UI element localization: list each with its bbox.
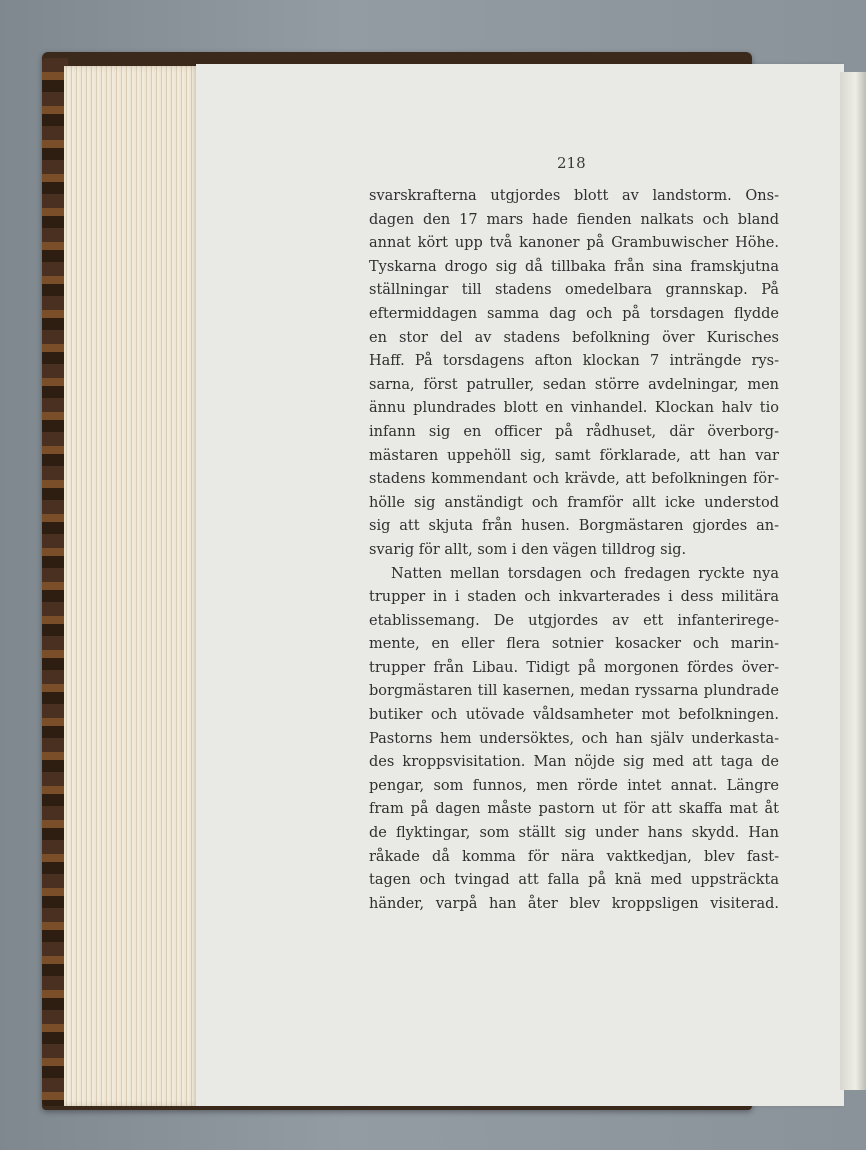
text-line: hölle sig anständigt och framför allt icke understod [369,494,779,511]
text-line: Tyskarna drogo sig då tillbaka från sina framskjutna [369,258,779,275]
text-line: butiker och utövade våldsamheter mot befolkningen. [369,707,779,724]
text-line: dagen den 17 mars hade fienden nalkats och bland [369,211,779,228]
text-line: tagen och tvingad att falla på knä med uppsträckta [369,872,779,889]
text-line: trupper in i staden och inkvarterades i dess militära [369,589,779,606]
text-line: händer, varpå han åter blev kroppsligen visiterad. [369,895,779,912]
text-line: svarskrafterna utgjordes blott av landstorm. Ons- [369,188,779,204]
text-line: ännu plundrades blott en vinhandel. Klockan halv tio [369,400,779,417]
text-line: eftermiddagen samma dag och på torsdagen flydde [369,305,779,322]
text-line: annat kört upp två kanoner på Grambuwischer Höhe. [369,235,779,252]
text-line: sig att skjuta från husen. Borgmästaren gjordes an- [369,518,779,535]
text-line: des kroppsvisitation. Man nöjde sig med att taga de [369,754,779,771]
text-line: mente, en eller flera sotnier kosacker och marin- [369,636,779,653]
text-line: Pastorns hem undersöktes, och han själv underkasta- [369,730,779,747]
text-line: borgmästaren till kasernen, medan ryssarna plundrade [369,683,779,700]
text-line: sarna, först patruller, sedan större avdelningar, men [369,376,779,393]
body-text [369,185,779,916]
text-line: Natten mellan torsdagen och fredagen ryckte nya [391,565,779,582]
page-number: 218 [557,154,586,172]
text-line: pengar, som funnos, men rörde intet annat. Längre [369,777,779,794]
text-line: stadens kommendant och krävde, att befolkningen för- [369,471,779,488]
text-line: en stor del av stadens befolkning över Kurisches [369,329,779,346]
text-line: infann sig en officer på rådhuset, där överborg- [369,423,779,440]
text-line: ställningar till stadens omedelbara grannskap. På [369,282,779,299]
text-line: etablissemang. De utgjordes av ett infanterirege- [369,612,779,629]
text-line: Haff. På torsdagens afton klockan 7 inträngde rys- [369,353,779,370]
text-line: de flyktingar, som ställt sig under hans skydd. Han [369,825,779,842]
facing-page-edge [840,72,866,1090]
text-line: svarig för allt, som i den vägen tilldrog sig. [369,541,687,558]
page-stack-edge [64,66,204,1106]
text-line: råkade då komma för nära vaktkedjan, blev fast- [369,848,779,865]
text-line: fram på dagen måste pastorn ut för att skaffa mat åt [369,801,779,818]
text-line: trupper från Libau. Tidigt på morgonen fördes över- [369,659,779,676]
text-line: mästaren uppehöll sig, samt förklarade, att han var [369,447,779,464]
